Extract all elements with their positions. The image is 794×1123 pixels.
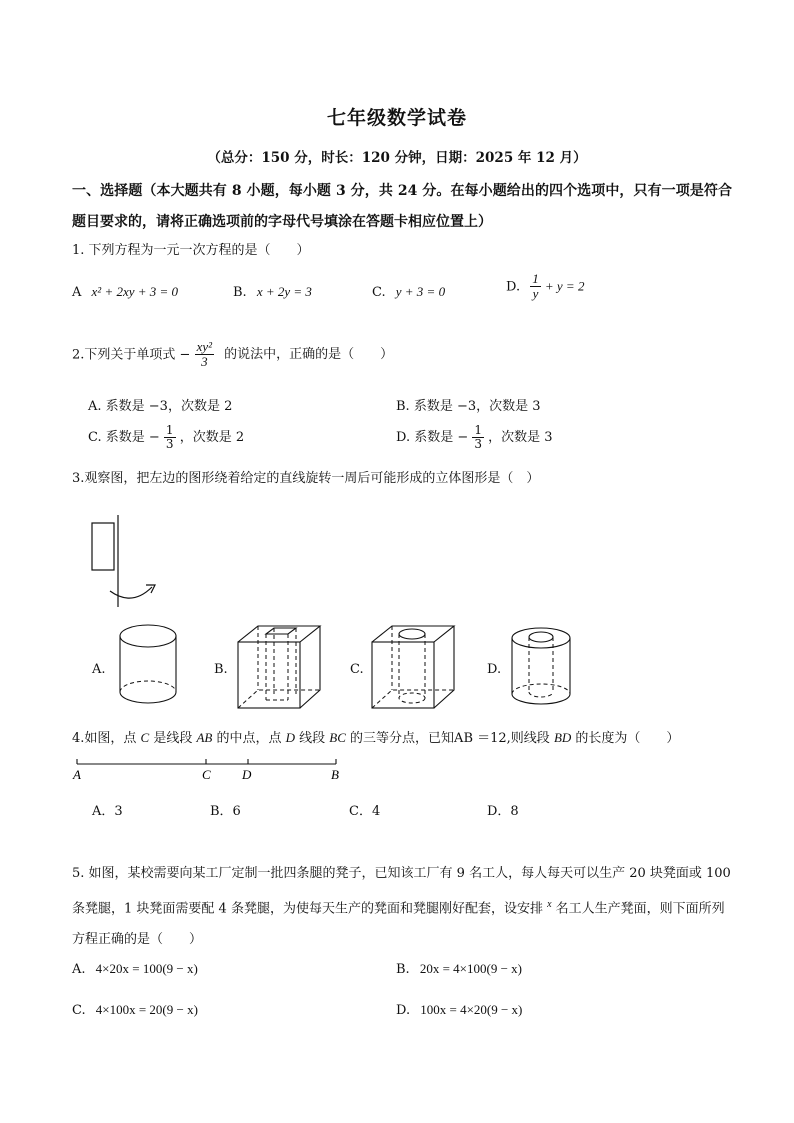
- q2-mono-sign: −: [179, 347, 191, 363]
- q4-label-c: C: [202, 767, 211, 782]
- q3-rotation-figure: [80, 515, 170, 615]
- q4-stem: [72, 727, 679, 746]
- q5-d-expr: 100x = 4×20(9 − x): [420, 1002, 523, 1017]
- q4-point-d: D: [285, 730, 296, 745]
- q1-d-label: D.: [506, 279, 521, 295]
- q2-option-c: [88, 424, 244, 451]
- q4-option-d: D．8: [487, 804, 519, 819]
- q4-segment-ab: AB: [196, 730, 213, 745]
- q3-option-a-cylinder: [118, 622, 182, 714]
- q1-option-d: [506, 272, 584, 302]
- q4-mid2: 的中点，点: [212, 731, 286, 746]
- q5-a-expr: 4×20x = 100(9 − x): [95, 961, 198, 976]
- q5-stem-text: 5. 如图，某校需要向某工厂定制一批四条腿的凳子，已知该工厂有 9 名工人，每人每天可以生产 20 块凳面或 100 条凳腿，1 块凳面需要配 4 条凳腿，为使每天生产的凳面和凳腿刚好配套，设安排: [72, 866, 731, 917]
- q4-stem-pre: 4.如图，点: [72, 731, 141, 746]
- q1-stem: 1. 下列方程为一元一次方程的是（ ）: [72, 243, 310, 258]
- q1-b-label: B.: [233, 285, 247, 300]
- q4-mid3: 线段: [295, 731, 330, 746]
- q5-a-label: A.: [72, 962, 86, 977]
- q3-label-c: C.: [350, 662, 364, 677]
- q5-stem: [72, 858, 732, 955]
- q4-segment-bd: BD: [553, 730, 572, 745]
- exam-title: 七年级数学试卷: [326, 107, 467, 129]
- q1-a-expr: x² + 2xy + 3 = 0: [91, 284, 179, 299]
- q1-d-fraction: [530, 272, 541, 302]
- q1-d-rest: + y = 2: [544, 278, 585, 294]
- q3-rectangle: [92, 523, 114, 570]
- q5-variable: x: [547, 899, 552, 910]
- q4-label-b: B: [331, 767, 339, 782]
- q2-stem: [72, 340, 393, 370]
- q2-c-numerator: 1: [165, 423, 174, 437]
- q3-label-a: A.: [92, 662, 106, 677]
- q1-d-numerator: 1: [532, 271, 539, 286]
- q2-mono-numerator: xy²: [196, 339, 213, 354]
- q1-b-expr: x + 2y = 3: [256, 284, 312, 299]
- q5-option-b: [396, 961, 522, 977]
- q2-c-post: ，次数是 2: [179, 430, 245, 446]
- q2-option-b: B. 系数是 −3，次数是 3: [396, 399, 541, 414]
- section-heading: 一、选择题（本大题共有 8 小题，每小题 3 分，共 24 分。在每小题给出的四个选项中，只有一项是符合题目要求的，请将正确选项前的字母代号填涂在答题卡相应位置上）: [72, 183, 732, 230]
- q2-stem-pre: 2.下列关于单项式: [72, 347, 176, 363]
- q5-b-label: B.: [396, 962, 410, 977]
- q2-stem-post: 的说法中，正确的是（ ）: [224, 347, 394, 363]
- q3-option-d-tube: [510, 626, 576, 714]
- q1-c-label: C.: [372, 285, 386, 300]
- q5-option-d: [396, 1002, 522, 1018]
- q3-option-c-box: [370, 624, 460, 714]
- q1-option-c: [372, 284, 445, 300]
- q4-option-a: A．3: [92, 804, 123, 819]
- q2-d-post: ，次数是 3: [488, 430, 553, 446]
- q4-point-c: C: [140, 730, 150, 745]
- q1-c-expr: y + 3 = 0: [395, 284, 446, 299]
- q4-option-c: C．4: [349, 804, 381, 819]
- q4-mid1: 是线段: [149, 731, 197, 746]
- q5-option-a: [72, 961, 198, 977]
- q4-label-a: A: [73, 767, 81, 782]
- q4-mid4: 的三等分点，已知AB ＝12,则线段: [345, 731, 554, 746]
- q2-c-fraction: [164, 424, 176, 451]
- q3-stem: 3.观察图，把左边的图形绕着给定的直线旋转一周后可能形成的立体图形是（ ）: [72, 471, 540, 486]
- q2-option-d: [396, 424, 553, 451]
- q2-d-fraction: [472, 424, 484, 451]
- q4-stem-post: 的长度为（ ）: [571, 731, 680, 746]
- exam-subtitle: （总分：150 分，时长：120 分钟，日期：2025 年 12 月）: [207, 150, 587, 166]
- q2-d-pre: D. 系数是 −: [396, 430, 469, 446]
- q3-label-b: B.: [214, 662, 228, 677]
- q1-a-label: A: [72, 285, 82, 300]
- q2-mono-denominator: 3: [201, 354, 208, 370]
- q1-option-a: [72, 284, 178, 300]
- q4-label-d: D: [242, 767, 252, 782]
- q3-option-b-box: [236, 624, 326, 714]
- q2-d-numerator: 1: [474, 423, 483, 437]
- q3-rotation-arrow: [110, 587, 152, 598]
- q4-option-b: B．6: [210, 804, 241, 819]
- q2-c-denominator: 3: [165, 437, 174, 452]
- q1-d-denominator: y: [532, 286, 539, 302]
- q2-c-pre: C. 系数是 −: [88, 430, 160, 446]
- q5-d-label: D.: [396, 1003, 411, 1018]
- q1-option-b: [233, 284, 312, 300]
- q5-stem-post: 名工人生产凳面，则下面所列方程正确的是（ ）: [72, 901, 725, 948]
- q5-option-c: [72, 1002, 198, 1018]
- q4-segment-bc: BC: [329, 730, 346, 745]
- q5-c-label: C.: [72, 1003, 86, 1018]
- q5-c-expr: 4×100x = 20(9 − x): [95, 1002, 198, 1017]
- q5-b-expr: 20x = 4×100(9 − x): [419, 961, 522, 976]
- q4-segment-figure: [72, 757, 352, 787]
- q2-option-a: A. 系数是 −3，次数是 2: [88, 399, 233, 414]
- q3-label-d: D.: [487, 662, 502, 677]
- q2-d-denominator: 3: [474, 437, 483, 452]
- q2-monomial-fraction: [195, 340, 214, 370]
